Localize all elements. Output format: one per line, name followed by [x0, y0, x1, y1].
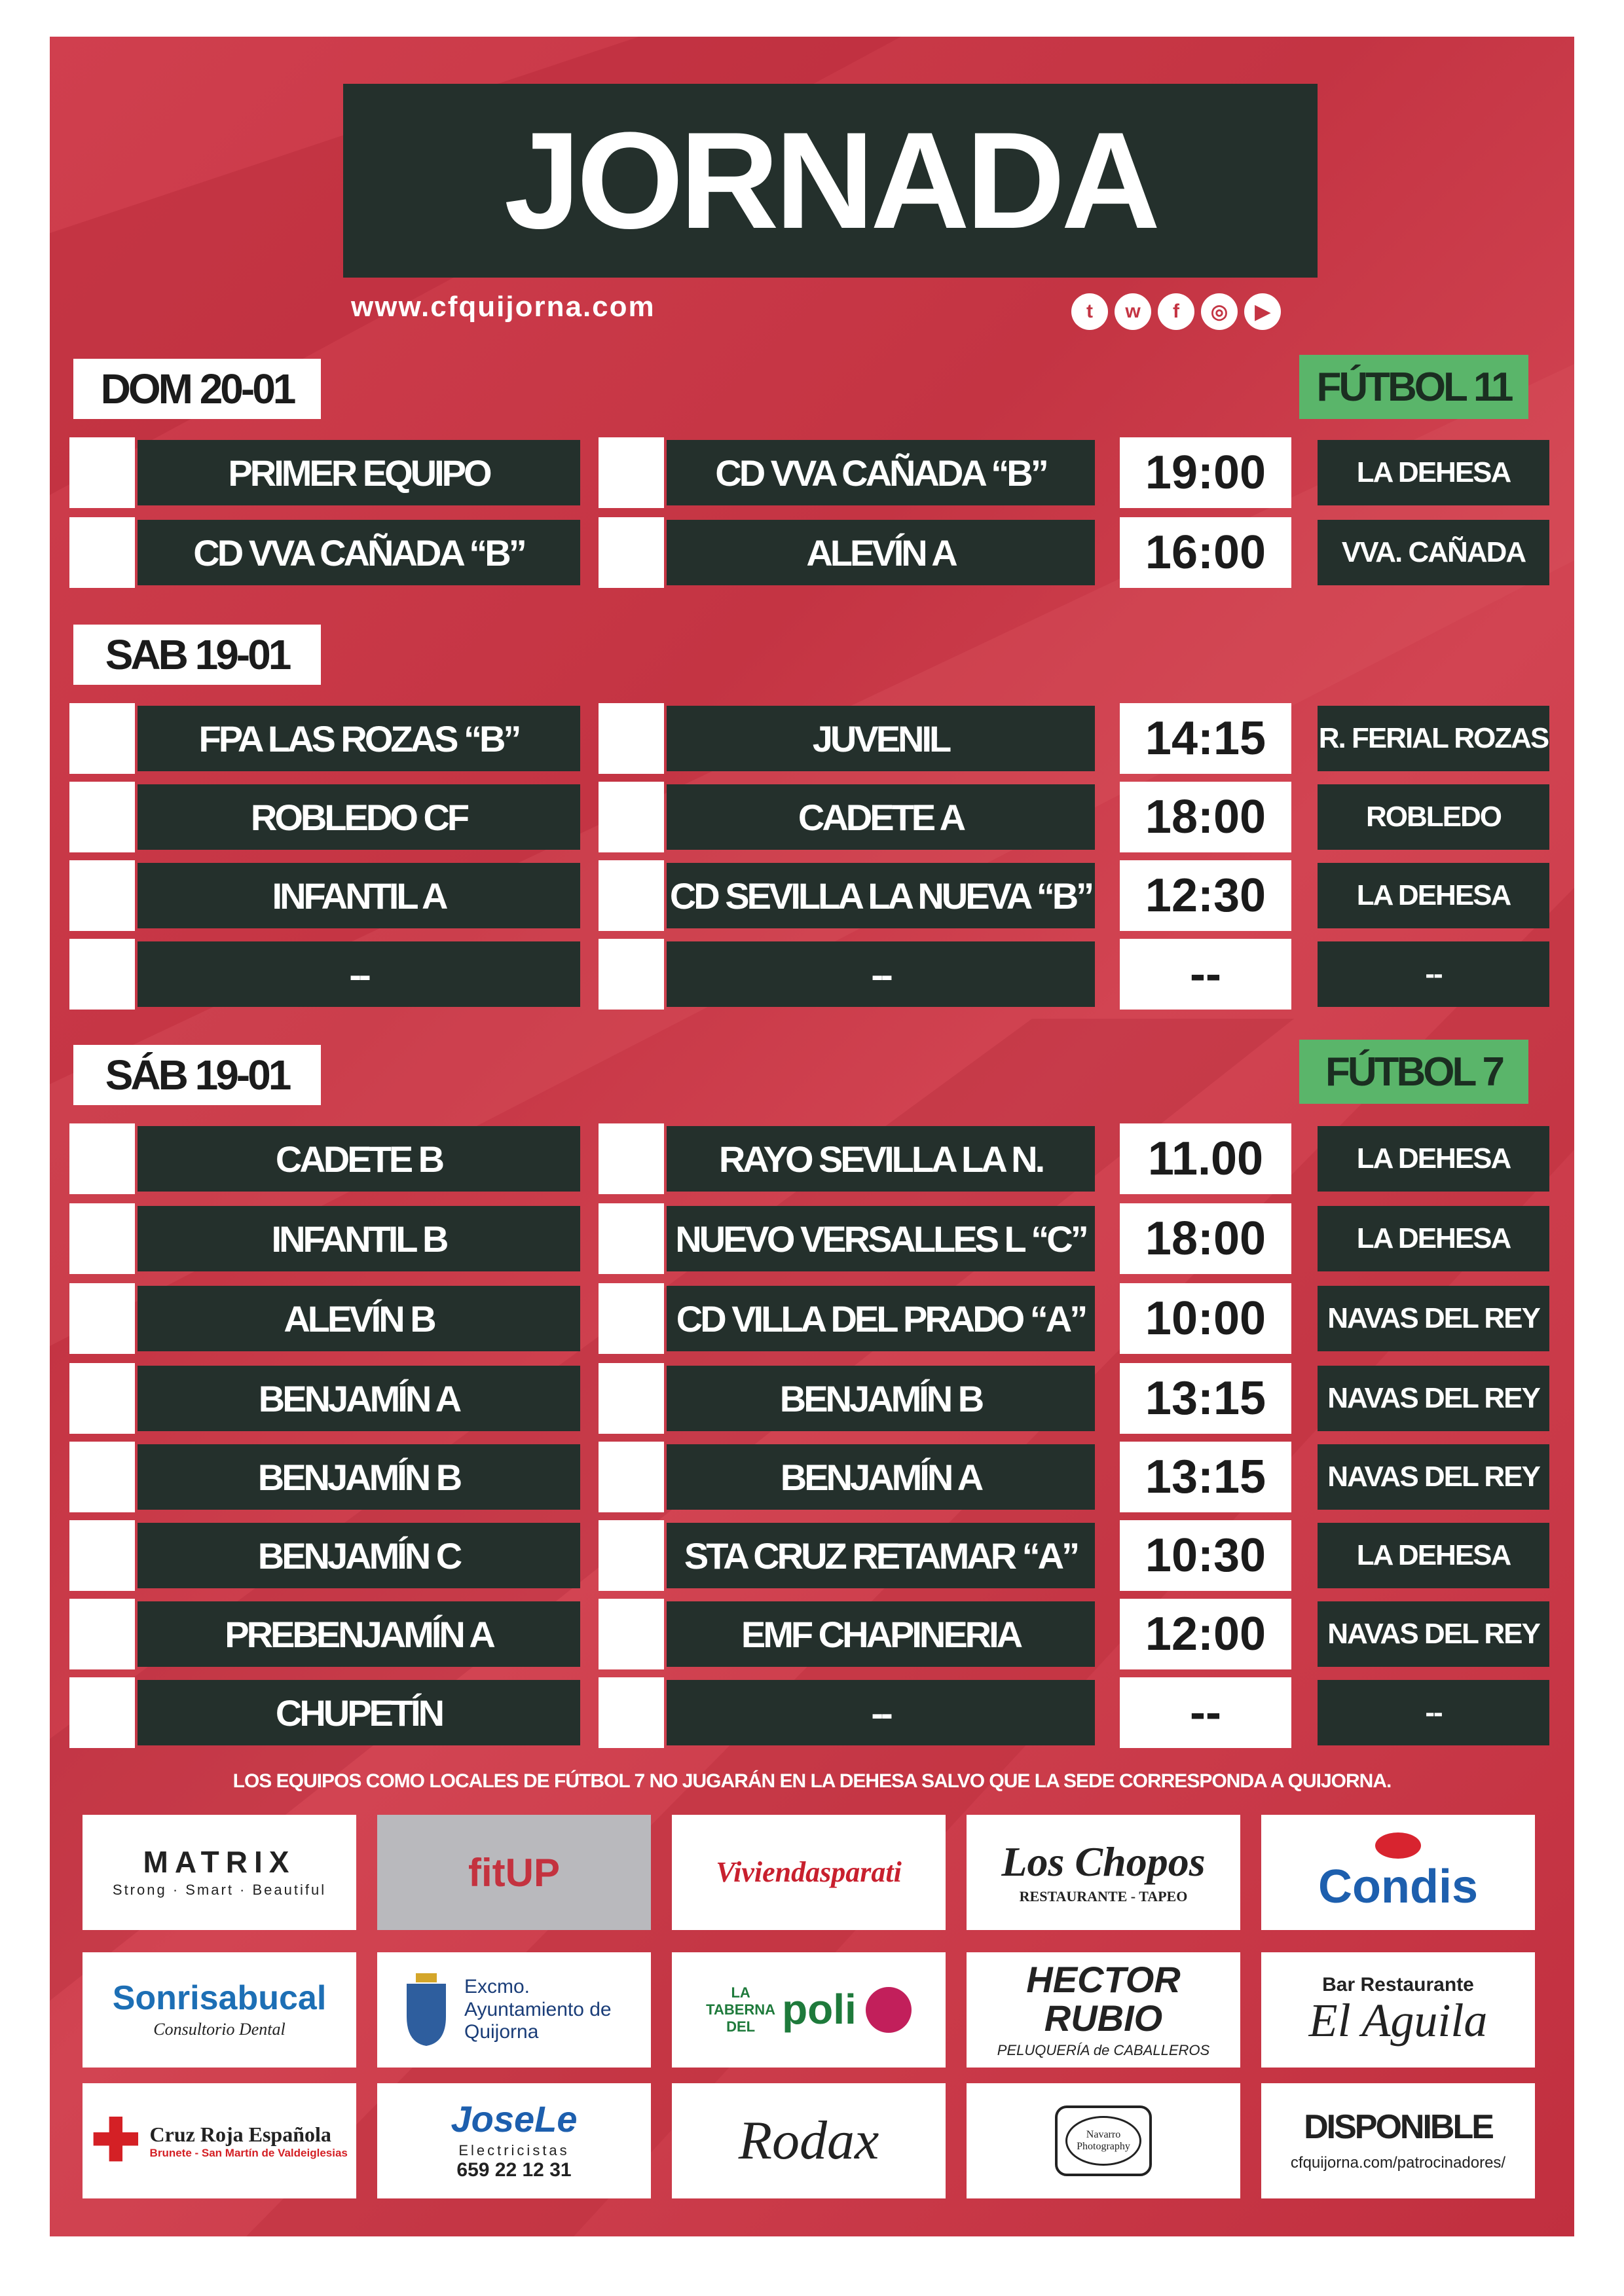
sponsor-name: Sonrisabucal: [112, 1978, 327, 2017]
sponsor-name: JoseLe: [451, 2098, 578, 2140]
result-box-away: [599, 1520, 664, 1591]
result-box-away: [599, 1123, 664, 1194]
home-team: BENJAMÍN C: [138, 1523, 580, 1588]
sponsor-fitup[interactable]: [377, 1815, 651, 1930]
sponsor-josele[interactable]: [377, 2083, 651, 2198]
home-team: ALEVÍN B: [138, 1286, 580, 1351]
sponsor-el-aguila[interactable]: [1261, 1952, 1535, 2068]
sponsor-name: Los Chopos: [1001, 1838, 1206, 1886]
category-label: FÚTBOL 7: [1299, 1040, 1528, 1104]
match-venue: NAVAS DEL REY: [1318, 1286, 1549, 1351]
match-venue: NAVAS DEL REY: [1318, 1601, 1549, 1667]
result-box-away: [599, 1203, 664, 1274]
match-time: 14:15: [1120, 703, 1291, 774]
match-time: 11.00: [1120, 1123, 1291, 1194]
match-venue: LA DEHESA: [1318, 1206, 1549, 1271]
match-venue: NAVAS DEL REY: [1318, 1366, 1549, 1431]
result-box-home: [69, 1123, 135, 1194]
match-time: 18:00: [1120, 782, 1291, 852]
result-box-away: [599, 1442, 664, 1512]
sponsor-name: El Aguila: [1308, 1994, 1488, 2047]
sponsor-name: HECTOR RUBIO: [1026, 1959, 1181, 2039]
home-team: PREBENJAMÍN A: [138, 1601, 580, 1667]
sponsor-taberna-poli[interactable]: [672, 1952, 946, 2068]
sponsor-name: DISPONIBLE: [1304, 2107, 1492, 2146]
taberna-line: TABERNA: [706, 2001, 776, 2018]
category-label: FÚTBOL 11: [1299, 355, 1528, 419]
away-team: CD SEVILLA LA NUEVA “B”: [667, 863, 1095, 928]
home-team: BENJAMÍN B: [138, 1444, 580, 1510]
home-team: INFANTIL A: [138, 863, 580, 928]
match-venue: LA DEHESA: [1318, 1126, 1549, 1192]
result-box-away: [599, 939, 664, 1010]
match-time: 13:15: [1120, 1442, 1291, 1512]
match-time: 12:00: [1120, 1599, 1291, 1669]
poster-background: [50, 37, 1574, 2236]
sponsor-name: Rodax: [738, 2109, 879, 2171]
match-time: --: [1120, 939, 1291, 1010]
match-venue: LA DEHESA: [1318, 863, 1549, 928]
away-team: BENJAMÍN B: [667, 1366, 1095, 1431]
away-team: ALEVÍN A: [667, 520, 1095, 585]
away-team: CD VILLA DEL PRADO “A”: [667, 1286, 1095, 1351]
result-box-home: [69, 437, 135, 508]
match-time: 10:00: [1120, 1283, 1291, 1354]
result-box-home: [69, 517, 135, 588]
twitter-icon[interactable]: t: [1071, 293, 1108, 330]
home-team: FPA LAS ROZAS “B”: [138, 706, 580, 771]
result-box-away: [599, 1599, 664, 1669]
result-box-home: [69, 860, 135, 931]
match-time: 18:00: [1120, 1203, 1291, 1274]
result-box-home: [69, 939, 135, 1010]
home-team: CHUPETÍN: [138, 1680, 580, 1745]
facebook-icon[interactable]: f: [1158, 293, 1194, 330]
away-team: STA CRUZ RETAMAR “A”: [667, 1523, 1095, 1588]
whatsapp-icon[interactable]: w: [1115, 293, 1151, 330]
sponsor-tagline: Strong · Smart · Beautiful: [112, 1882, 327, 1899]
result-box-away: [599, 437, 664, 508]
away-team: CD VVA CAÑADA “B”: [667, 440, 1095, 505]
match-time: 19:00: [1120, 437, 1291, 508]
day-label: DOM 20-01: [73, 359, 321, 419]
sponsor-url[interactable]: cfquijorna.com/patrocinadores/: [1290, 2154, 1506, 2172]
match-time: 10:30: [1120, 1520, 1291, 1591]
away-team: NUEVO VERSALLES L “C”: [667, 1206, 1095, 1271]
match-venue: ROBLEDO: [1318, 784, 1549, 850]
result-box-away: [599, 1283, 664, 1354]
day-label: SAB 19-01: [73, 625, 321, 685]
result-box-away: [599, 517, 664, 588]
sponsor-matrix[interactable]: [83, 1815, 356, 1930]
home-team: --: [138, 941, 580, 1007]
sponsor-tagline: PELUQUERÍA de CABALLEROS: [997, 2041, 1210, 2058]
home-team: PRIMER EQUIPO: [138, 440, 580, 505]
match-time: 13:15: [1120, 1363, 1291, 1434]
away-team: --: [667, 1680, 1095, 1745]
result-box-home: [69, 1677, 135, 1748]
instagram-icon[interactable]: ◎: [1201, 293, 1238, 330]
result-box-home: [69, 1363, 135, 1434]
home-team: CD VVA CAÑADA “B”: [138, 520, 580, 585]
sponsor-name: Condis: [1318, 1861, 1478, 1914]
sponsor-ayuntamiento[interactable]: [377, 1952, 651, 2068]
sponsor-hector-rubio[interactable]: [967, 1952, 1240, 2068]
home-team: BENJAMÍN A: [138, 1366, 580, 1431]
match-time: --: [1120, 1677, 1291, 1748]
result-box-home: [69, 703, 135, 774]
footnote: LOS EQUIPOS COMO LOCALES DE FÚTBOL 7 NO JUGARÁN EN LA DEHESA SALVO QUE LA SEDE CORRESPONDA A QUIJORNA.: [232, 1770, 1392, 1792]
cruz-roja-text-block: [150, 2123, 348, 2160]
sponsor-condis[interactable]: [1261, 1815, 1535, 1930]
youtube-icon[interactable]: ▶: [1244, 293, 1281, 330]
splash-icon: [866, 1987, 912, 2033]
sponsor-tagline: Bar Restaurante: [1322, 1973, 1474, 1995]
result-box-home: [69, 1599, 135, 1669]
away-team: RAYO SEVILLA LA N.: [667, 1126, 1095, 1192]
away-team: --: [667, 941, 1095, 1007]
website-link[interactable]: www.cfquijorna.com: [351, 291, 655, 323]
sponsor-tagline: Consultorio Dental: [153, 2020, 286, 2039]
sponsor-name: Cruz Roja Española: [149, 2122, 331, 2146]
red-cross-icon: ✚: [91, 2108, 141, 2174]
sponsor-cruz-roja[interactable]: [83, 2083, 356, 2198]
match-venue: VVA. CAÑADA: [1318, 520, 1549, 585]
home-team: INFANTIL B: [138, 1206, 580, 1271]
match-time: 16:00: [1120, 517, 1291, 588]
taberna-line: DEL: [726, 2018, 756, 2035]
sponsor-phone: 659 22 12 31: [456, 2159, 572, 2181]
sponsor-name: fitUP: [468, 1850, 560, 1895]
match-venue: --: [1318, 941, 1549, 1007]
result-box-away: [599, 860, 664, 931]
coat-of-arms-icon: [400, 1971, 452, 2049]
camera-icon: [1055, 2105, 1152, 2176]
sponsor-navarro-photography[interactable]: [967, 2083, 1240, 2198]
result-box-home: [69, 1520, 135, 1591]
sponsor-name: poli: [782, 1986, 857, 2033]
sponsor-viviendas[interactable]: [672, 1815, 946, 1930]
sponsor-name: Viviendasparati: [716, 1855, 902, 1888]
sponsor-disponible[interactable]: [1261, 2083, 1535, 2198]
home-team: ROBLEDO CF: [138, 784, 580, 850]
away-team: JUVENIL: [667, 706, 1095, 771]
taberna-line: LA: [731, 1984, 750, 2001]
result-box-away: [599, 1677, 664, 1748]
result-box-home: [69, 1442, 135, 1512]
match-venue: LA DEHESA: [1318, 440, 1549, 505]
match-venue: R. FERIAL ROZAS: [1318, 706, 1549, 771]
sponsor-tagline: Electricistas: [458, 2142, 570, 2159]
result-box-away: [599, 782, 664, 852]
page-title: JORNADA: [343, 84, 1318, 278]
sponsor-tagline: Brunete - San Martín de Valdeiglesias: [149, 2146, 348, 2159]
social-icons: [1071, 293, 1281, 330]
result-box-home: [69, 1283, 135, 1354]
match-venue: LA DEHESA: [1318, 1523, 1549, 1588]
taberna-text-block: [706, 1984, 775, 2035]
match-venue: --: [1318, 1680, 1549, 1745]
sponsor-tagline: RESTAURANTE - TAPEO: [1019, 1887, 1188, 1904]
sponsor-name: MATRIX: [143, 1844, 296, 1879]
result-box-away: [599, 1363, 664, 1434]
sponsor-los-chopos[interactable]: [967, 1815, 1240, 1930]
condis-logo-icon: [1375, 1832, 1421, 1859]
away-team: BENJAMÍN A: [667, 1444, 1095, 1510]
result-box-home: [69, 782, 135, 852]
day-label: SÁB 19-01: [73, 1045, 321, 1105]
match-venue: NAVAS DEL REY: [1318, 1444, 1549, 1510]
home-team: CADETE B: [138, 1126, 580, 1192]
match-time: 12:30: [1120, 860, 1291, 931]
away-team: CADETE A: [667, 784, 1095, 850]
sponsor-rodax[interactable]: [672, 2083, 946, 2198]
result-box-away: [599, 703, 664, 774]
sponsor-name: Excmo. Ayuntamiento de Quijorna: [464, 1976, 612, 2043]
result-box-home: [69, 1203, 135, 1274]
away-team: EMF CHAPINERIA: [667, 1601, 1095, 1667]
sponsor-name: Navarro Photography: [1065, 2116, 1141, 2166]
sponsor-sonrisabucal[interactable]: [83, 1952, 356, 2068]
